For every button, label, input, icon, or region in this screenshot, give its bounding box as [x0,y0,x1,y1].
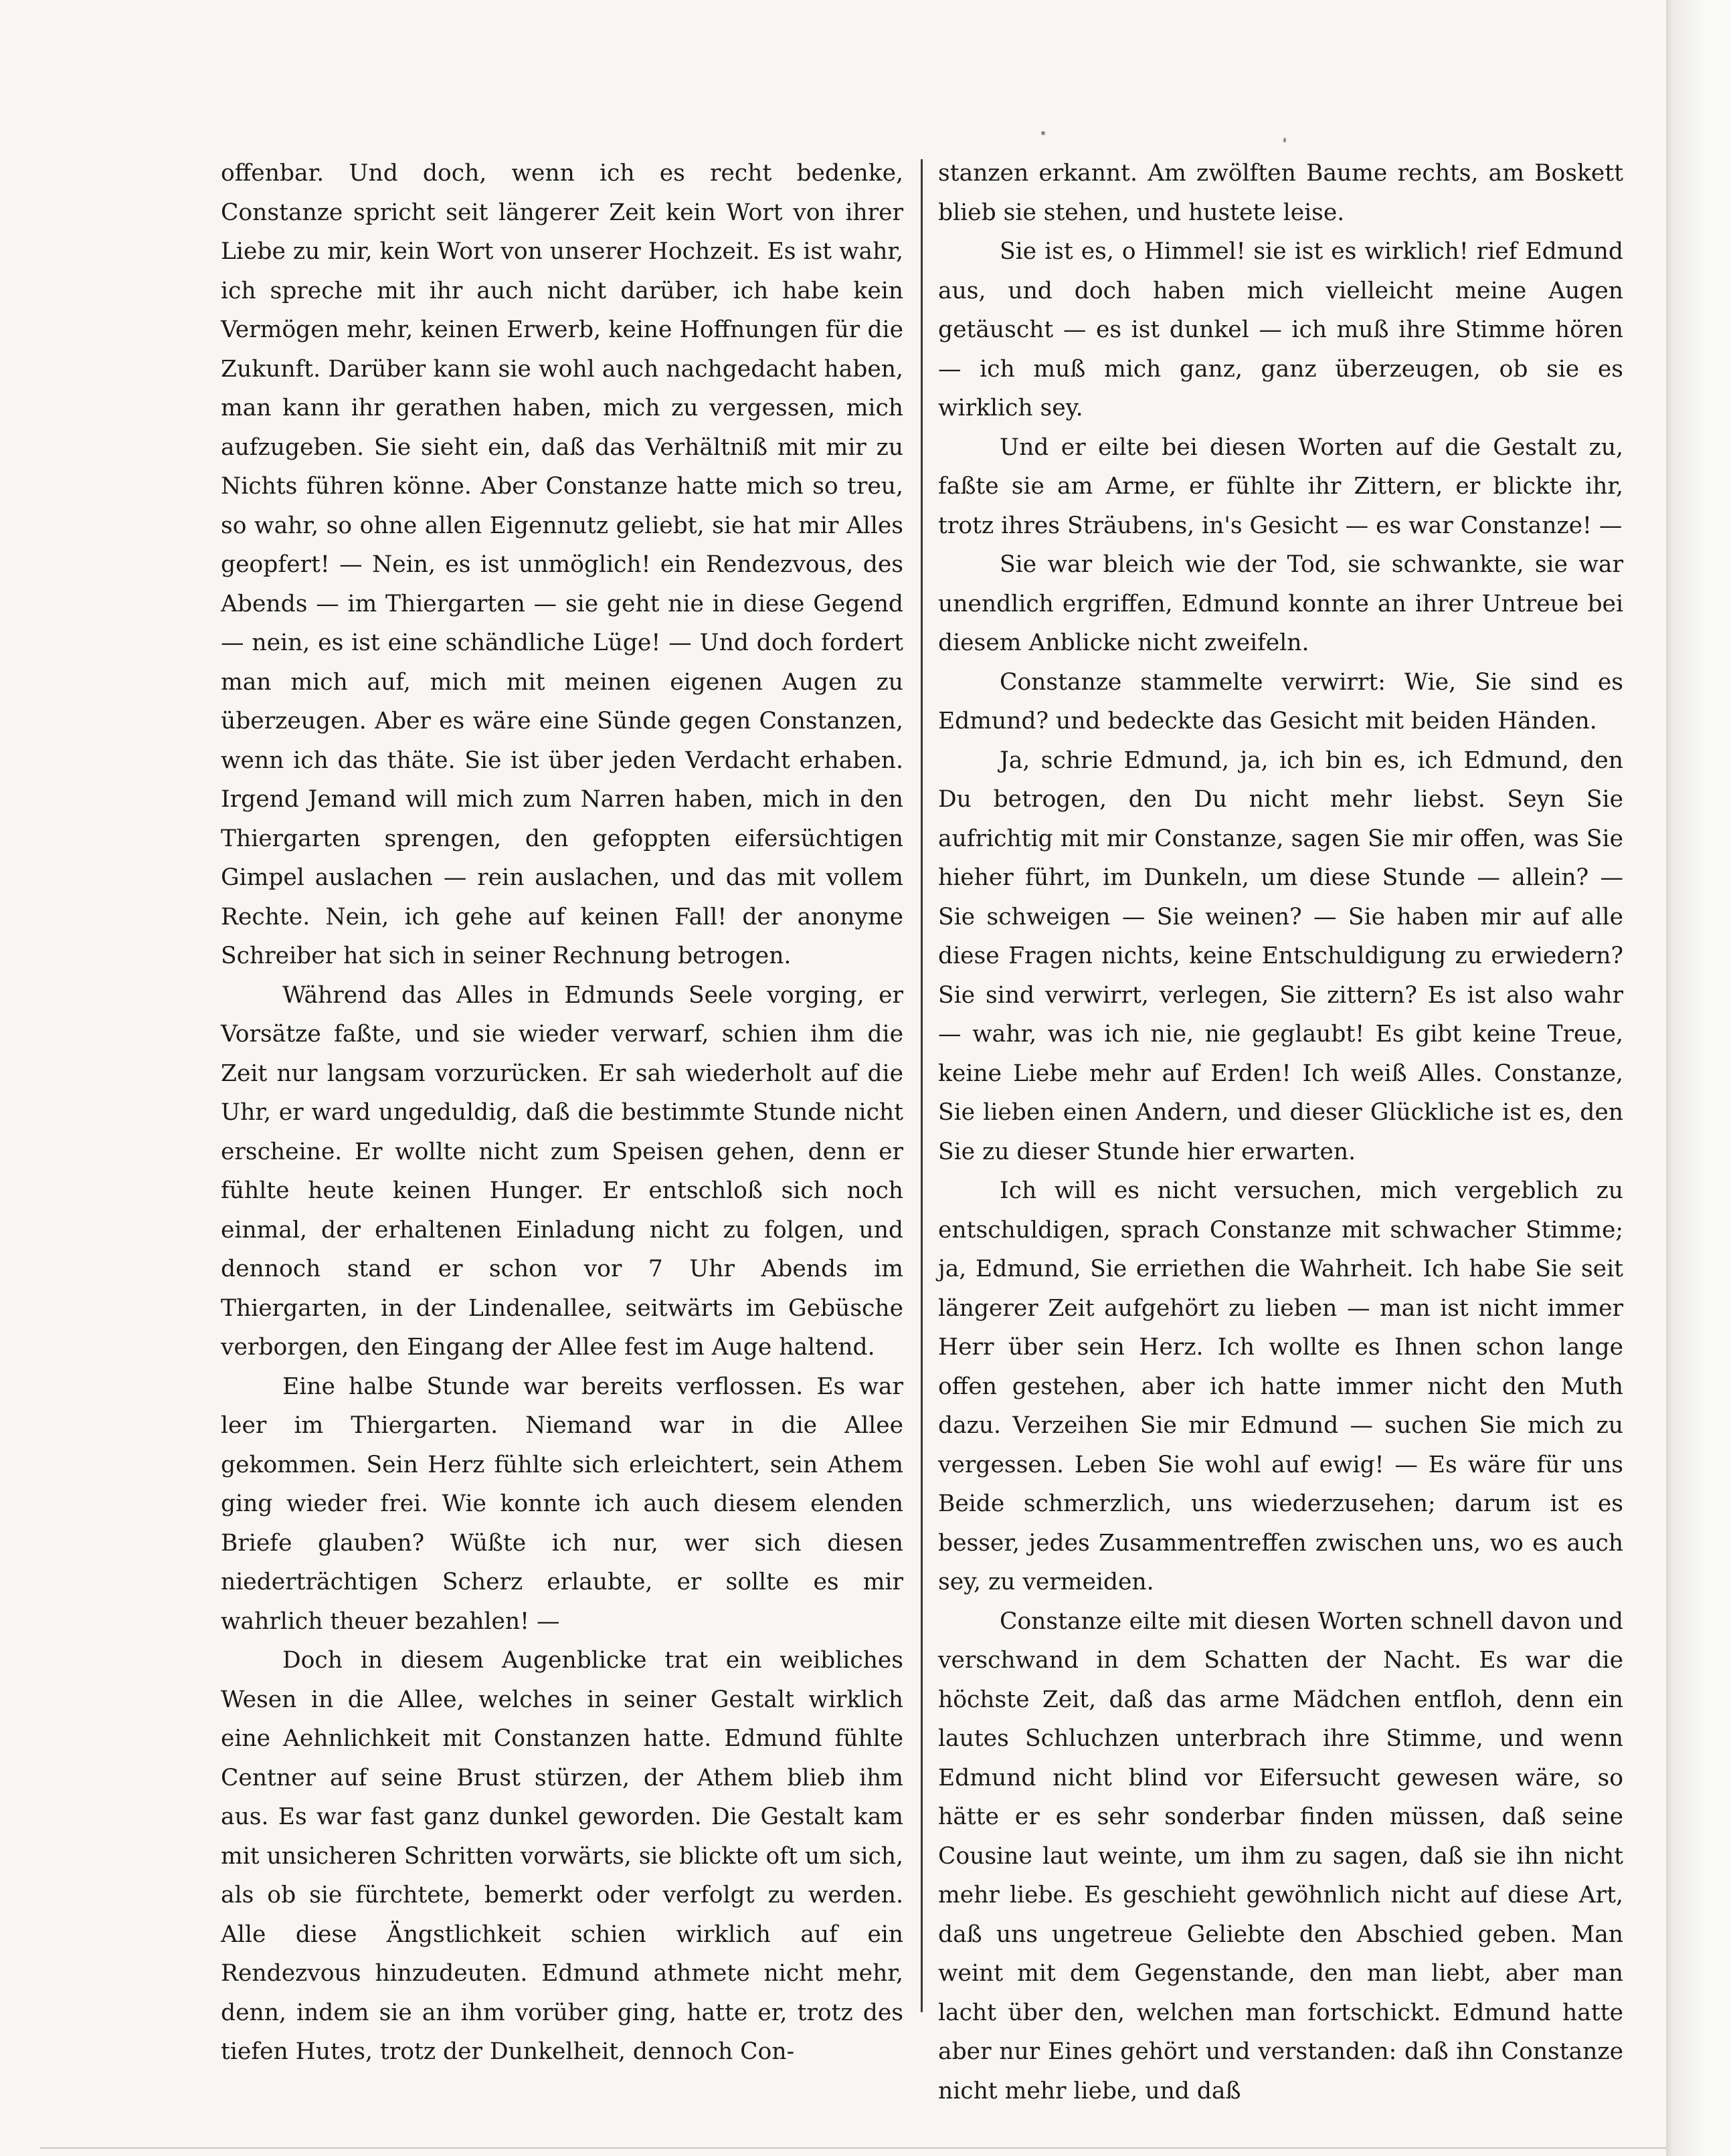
right-text-column [938,154,1623,2104]
paragraph: Sie ist es, o Himmel! sie ist es wirklich! rief Edmund aus, und doch haben mich vielleicht meine Augen getäuscht — es ist dunkel — ich muß ihre Stimme hören — ich muß mich ganz, ganz überzeugen, ob sie es wirklich sey. [938,238,1623,421]
paragraph: Constanze stammelte verwirrt: Wie, Sie sind es Edmund? und bedeckte das Gesicht mit beiden Händen. [938,668,1623,734]
paragraph: Ich will es nicht versuchen, mich vergeblich zu entschuldigen, sprach Constanze mit schwacher Stimme; ja, Edmund, Sie erriethen die Wahrheit. Ich habe Sie seit längerer Zeit aufgehört zu lieben — man ist nicht immer Herr über sein Herz. Ich wollte es Ihnen schon lange offen gestehen, aber ich hatte immer nicht den Muth dazu. Verzeihen Sie mir Edmund — suchen Sie mich zu vergessen. Leben Sie wohl auf ewig! — Es wäre für uns Beide schmerzlich, uns wiederzusehen; darum ist es besser, jedes Zusammentreffen zwischen uns, wo es auch sey, zu vermeiden. [938,1177,1623,1595]
paragraph: Eine halbe Stunde war bereits verflossen. Es war leer im Thiergarten. Niemand war in die Allee gekommen. Sein Herz fühlte sich erleichtert, sein Athem ging wieder frei. Wie konnte ich auch diesem elenden Briefe glauben? Wüßte ich nur, wer sich diesen niederträchtigen Scherz erlaubte, er sollte es mir wahrlich theuer bezahlen! — [221,1373,903,1635]
left-text-column [221,154,903,2065]
paragraph: offenbar. Und doch, wenn ich es recht bedenke, Constanze spricht seit längerer Zeit kein Wort von ihrer Liebe zu mir, kein Wort von unserer Hochzeit. Es ist wahr, ich spreche mit ihr auch nicht darüber, ich habe kein Vermögen mehr, keinen Erwerb, keine Hoffnungen für die Zukunft. Darüber kann sie wohl auch nachgedacht haben, man kann ihr gerathen haben, mich zu vergessen, mich aufzugeben. Sie sieht ein, daß das Verhältniß mit mir zu Nichts führen könne. Aber Constanze hatte mich so treu, so wahr, so ohne allen Eigennutz geliebt, sie hat mir Alles geopfert! — Nein, es ist unmöglich! ein Rendezvous, des Abends — im Thiergarten — sie geht nie in diese Gegend — nein, es ist eine schändliche Lüge! — Und doch fordert man mich auf, mich mit meinen eigenen Augen zu überzeugen. Aber es wäre eine Sünde gegen Constanzen, wenn ich das thäte. Sie ist über jeden Verdacht erhaben. Irgend Jemand will mich zum Narren haben, mich in den Thiergarten sprengen, den gefoppten eifersüchtigen Gimpel auslachen — rein auslachen, und das mit vollem Rechte. Nein, ich gehe auf keinen Fall! der anonyme Schreiber hat sich in seiner Rechnung betrogen. [221,160,903,969]
paragraph: Doch in diesem Augenblicke trat ein weibliches Wesen in die Allee, welches in seiner Gestalt wirklich eine Aehnlichkeit mit Constanzen hatte. Edmund fühlte Centner auf seine Brust stürzen, der Athem blieb ihm aus. Es war fast ganz dunkel geworden. Die Gestalt kam mit unsicheren Schritten vorwärts, sie blickte oft um sich, als ob sie fürchtete, bemerkt oder verfolgt zu werden. Alle diese Ängstlichkeit schien wirklich auf ein Rendezvous hinzudeuten. Edmund athmete nicht mehr, denn, indem sie an ihm vorüber ging, hatte er, trotz des tiefen Hutes, trotz der Dunkelheit, dennoch Con- [221,1647,903,2065]
paragraph: Sie war bleich wie der Tod, sie schwankte, sie war unendlich ergriffen, Edmund konnte an ihrer Untreue bei diesem Anblicke nicht zweifeln. [938,551,1623,656]
paragraph: Constanze eilte mit diesen Worten schnell davon und verschwand in dem Schatten der Nacht. Es war die höchste Zeit, daß das arme Mädchen entfloh, denn ein lautes Schluchzen unterbrach ihre Stimme, und wenn Edmund nicht blind vor Eifersucht gewesen wäre, so hätte er es sehr sonderbar finden müssen, daß seine Cousine laut weinte, um ihm zu sagen, daß sie ihn nicht mehr liebe. Es geschieht gewöhnlich nicht auf diese Art, daß uns ungetreue Geliebte den Abschied geben. Man weint mit dem Gegenstande, den man liebt, aber man lacht über den, welchen man fortschickt. Edmund hatte aber nur Eines gehört und verstanden: daß ihn Constanze nicht mehr liebe, und daß [938,1607,1623,2104]
paragraph: Ja, schrie Edmund, ja, ich bin es, ich Edmund, den Du betrogen, den Du nicht mehr liebst. Seyn Sie aufrichtig mit mir Constanze, sagen Sie mir offen, was Sie hieher führt, im Dunkeln, um diese Stunde — allein? — Sie schweigen — Sie weinen? — Sie haben mir auf alle diese Fragen nichts, keine Entschuldigung zu erwiedern? Sie sind verwirrt, verlegen, Sie zittern? Es ist also wahr — wahr, was ich nie, nie geglaubt! Es gibt keine Treue, keine Liebe mehr auf Erden! Ich weiß Alles. Constanze, Sie lieben einen Andern, und dieser Glückliche ist es, den Sie zu dieser Stunde hier erwarten. [938,747,1623,1165]
paragraph: stanzen erkannt. Am zwölften Baume rechts, am Boskett blieb sie stehen, und hustete leise. [938,160,1623,226]
paper-speck [1041,131,1045,135]
paragraph: Und er eilte bei diesen Worten auf die Gestalt zu, faßte sie am Arme, er fühlte ihr Zittern, er blickte ihr, trotz ihres Sträubens, in's Gesicht — es war Constanze! — [938,433,1623,539]
column-divider [921,159,923,2012]
page-bottom-edge [40,2147,1666,2149]
paragraph: Während das Alles in Edmunds Seele vorging, er Vorsätze faßte, und sie wieder verwarf, schien ihm die Zeit nur langsam vorzurücken. Er sah wiederholt auf die Uhr, er ward ungeduldig, daß die bestimmte Stunde nicht erscheine. Er wollte nicht zum Speisen gehen, denn er fühlte heute keinen Hunger. Er entschloß sich noch einmal, der erhaltenen Einladung nicht zu folgen, und dennoch stand er schon vor 7 Uhr Abends im Thiergarten, in der Lindenallee, seitwärts im Gebüsche verborgen, den Eingang der Allee fest im Auge haltend. [221,981,903,1361]
page-edge-shadow [1666,0,1731,2156]
paper-speck [1283,138,1286,142]
